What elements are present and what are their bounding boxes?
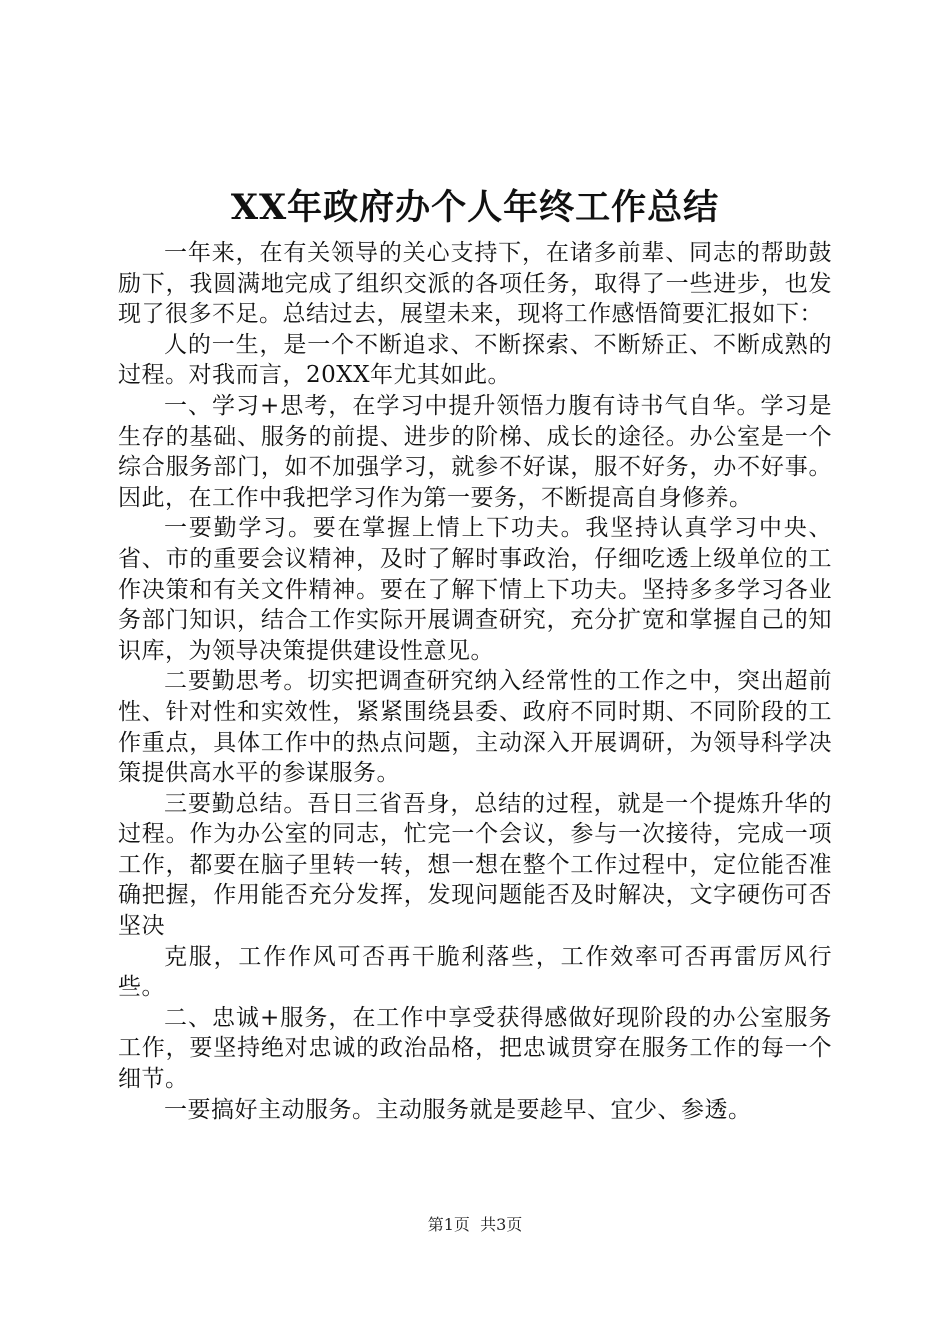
paragraph: 一要勤学习。要在掌握上情上下功夫。我坚持认真学习中央、省、市的重要会议精神，及时了解时事政治，仔细吃透上级单位的工作决策和有关文件精神。要在了解下情上下功夫。坚持多多学习各业务部门知识，结合工作实际开展调查研究，充分扩宽和掌握自己的知识库，为领导决策提供建设性意见。: [118, 515, 832, 664]
document-body: [118, 238, 832, 1125]
footer-spacer: [470, 1215, 480, 1234]
paragraph: 二、忠诚+服务，在工作中享受获得感做好现阶段的办公室服务工作，要坚持绝对忠诚的政治品格，把忠诚贯穿在服务工作的每一个细节。: [118, 1004, 832, 1093]
page-number: 第1页: [427, 1215, 470, 1234]
paragraph: 三要勤总结。吾日三省吾身，总结的过程，就是一个提炼升华的过程。作为办公室的同志，忙完一个会议，参与一次接待，完成一项工作，都要在脑子里转一转，想一想在整个工作过程中，定位能否准确把握，作用能否充分发挥，发现问题能否及时解决，文字硬伤可否坚决: [118, 790, 832, 940]
paragraph: 人的一生，是一个不断追求、不断探索、不断矫正、不断成熟的过程。对我而言，20XX年尤其如此。: [118, 331, 832, 389]
paragraph: 一年来，在有关领导的关心支持下，在诸多前辈、同志的帮助鼓励下，我圆满地完成了组织交派的各项任务，取得了一些进步，也发现了很多不足。总结过去，展望未来，现将工作感悟简要汇报如下：: [118, 240, 832, 328]
paragraph: 一、学习+思考，在学习中提升领悟力腹有诗书气自华。学习是生存的基础、服务的前提、进步的阶梯、成长的途径。办公室是一个综合服务部门，如不加强学习，就参不好谋，服不好务，办不好事。因此，在工作中我把学习作为第一要务，不断提高自身修养。: [118, 392, 832, 511]
document-title: XX年政府办个人年终工作总结: [230, 187, 720, 228]
paragraph: 克服，工作作风可否再干脆利落些，工作效率可否再雷厉风行些。: [118, 943, 832, 1001]
page-total: 共3页: [480, 1215, 523, 1234]
paragraph: 二要勤思考。切实把调查研究纳入经常性的工作之中，突出超前性、针对性和实效性，紧紧围绕县委、政府不同时期、不同阶段的工作重点，具体工作中的热点问题，主动深入开展调研，为领导科学决策提供高水平的参谋服务。: [118, 668, 832, 787]
paragraph: 一要搞好主动服务。主动服务就是要趁早、宜少、参透。: [164, 1096, 752, 1123]
page-footer: [0, 1214, 950, 1236]
